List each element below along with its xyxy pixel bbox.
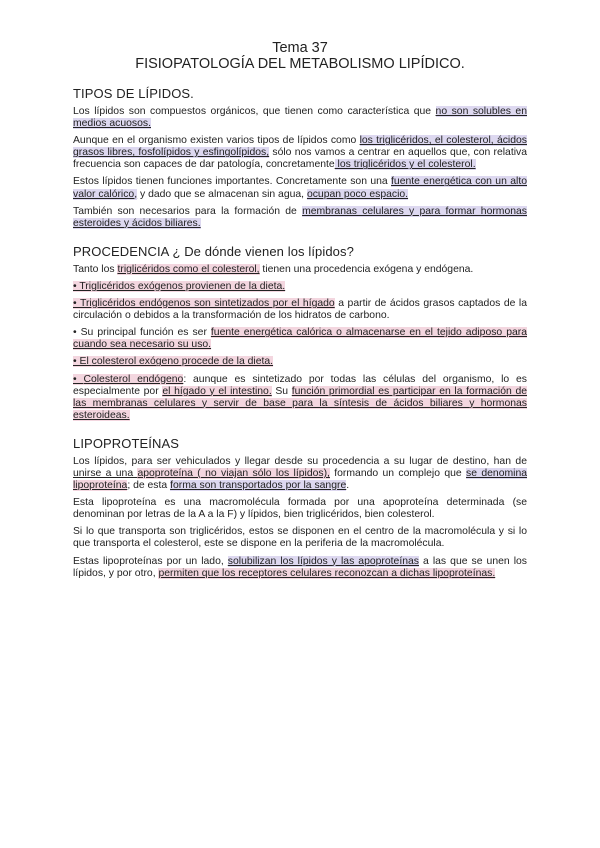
bullet-item: • Colesterol endógeno: aunque es sintetizado por todas las células del organismo, lo es especialmente por el hígado y el intestino. Su función primordial es participar en la formación de las membranas celulares y servir de base para la síntesis de ácidos biliares y hormonas esteroideas. [73, 373, 528, 421]
topic-title: FISIOPATOLOGÍA DEL METABOLISMO LIPÍDICO. [135, 56, 465, 72]
paragraph: Esta lipoproteína es una macromolécula formada por una apoproteína determinada (se denominan por letras de la A a la F) y lípidos, bien triglicéridos, bien colesterol. [73, 497, 527, 521]
paragraph: Tanto los triglicéridos como el colesterol, tienen una procedencia exógena y endógena. [73, 263, 474, 275]
section-heading-tipos: TIPOS DE LÍPIDOS. [73, 86, 194, 101]
bullet-item: • Triglicéridos endógenos son sintetizados por el hígado a partir de ácidos grasos captados de la circulación o debidos a la transformación de los hidratos de carbono. [73, 298, 527, 322]
document-page [73, 40, 527, 585]
section-heading-procedencia: PROCEDENCIA ¿ De dónde vienen los lípidos? [73, 243, 354, 259]
paragraph: Si lo que transporta son triglicéridos, estos se disponen en el centro de la macromolécula y si lo que transporta el colesterol, este se dispone en la periferia de la macromolécula. [73, 526, 527, 550]
paragraph: Estas lipoproteínas por un lado, solubilizan los lípidos y las apoproteínas a las que se unen los lípidos, y por otro, permiten que los receptores celulares reconozcan a dichas lipoproteínas. [73, 555, 527, 579]
paragraph: Estos lípidos tienen funciones importantes. Concretamente son una fuente energética con un alto valor calórico, y dado que se almacenan sin agua, ocupan poco espacio. [73, 176, 527, 200]
topic-number: Tema 37 [272, 40, 328, 56]
paragraph: También son necesarios para la formación de membranas celulares y para formar hormonas esteroides y ácidos biliares. [73, 205, 527, 229]
paragraph: Aunque en el organismo existen varios tipos de lípidos como los triglicéridos, el colesterol, ácidos grasos libres, fosfolípidos y esfingolípidos, sólo nos vamos a centrar en aquellos que, con relativa frecuencia son capaces de dar patología, concretamente los triglicéridos y el colesterol. [73, 135, 528, 171]
paragraph: Los lípidos, para ser vehiculados y llegar desde su procedencia a su lugar de destino, han de unirse a una apoproteína ( no viajan sólo los lípidos), formando un complejo que se denomina lipoproteína; de esta forma son transportados por la sangre. [73, 455, 528, 492]
bullet-item: • El colesterol exógeno procede de la dieta. [73, 356, 274, 368]
bullet-item: • Su principal función es ser fuente energética calórica o almacenarse en el tejido adiposo para cuando sea necesario su uso. [73, 327, 527, 351]
document-title [73, 40, 527, 72]
paragraph: Los lípidos son compuestos orgánicos, que tienen como característica que no son solubles en medios acuosos. [73, 106, 527, 130]
bullet-item: • Triglicéridos exógenos provienen de la dieta. [73, 280, 286, 292]
section-heading-lipoproteinas: LIPOPROTEÍNAS [73, 435, 180, 451]
